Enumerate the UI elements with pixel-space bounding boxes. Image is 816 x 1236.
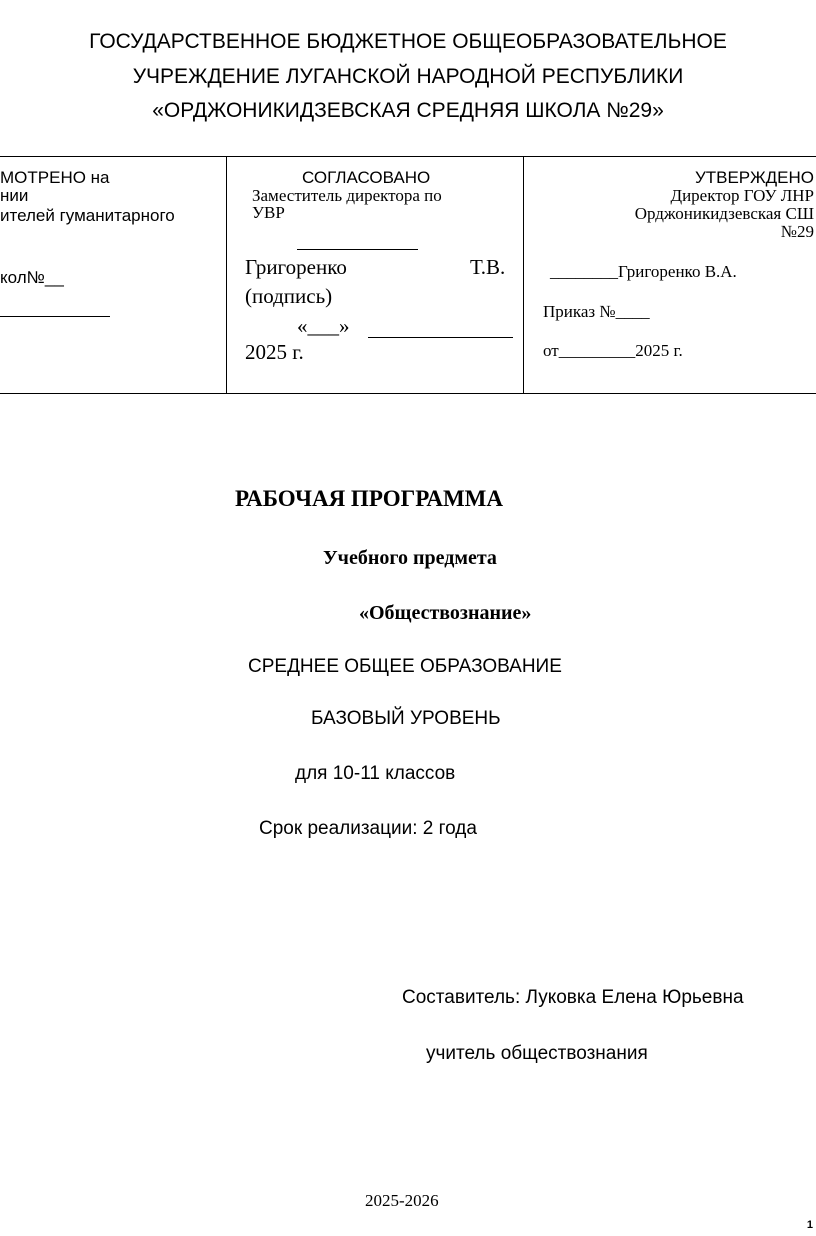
col3-title: УТВЕРЖДЕНО [694,168,814,187]
col3-order-date: от_________2025 г. [543,341,683,360]
table-top-border [0,156,816,157]
col1-line-1: МОТРЕНО на [0,168,110,187]
col2-name-initials: Т.В. [470,255,506,279]
col2-date-line [368,337,513,338]
compiler-position: учитель обществознания [426,1043,648,1064]
col1-signature-line [0,316,110,317]
col2-title: СОГЛАСОВАНО [302,168,431,187]
col2-signature-line [297,249,418,250]
col2-date-quote: «___» [297,314,350,338]
header-line-1: ГОСУДАРСТВЕННОЕ БЮДЖЕТНОЕ ОБЩЕОБРАЗОВАТЕЛЬНОЕ [89,30,727,53]
col3-director-name: ________Григоренко В.А. [550,262,737,281]
subject-label: Учебного предмета [323,547,497,569]
education-level: СРЕДНЕЕ ОБЩЕЕ ОБРАЗОВАНИЕ [248,656,562,677]
col3-role-line-2: Орджоникидзевская СШ [634,204,814,223]
col2-name-last: Григоренко [245,255,347,279]
header-line-2: УЧРЕЖДЕНИЕ ЛУГАНСКОЙ НАРОДНОЙ РЕСПУБЛИКИ [132,65,684,88]
col2-signature-caption: (подпись) [245,284,333,308]
col2-year: 2025 г. [245,340,304,364]
col1-line-2: нии [0,186,29,205]
col2-role-line-2: УВР [252,203,285,222]
col2-role-line-1: Заместитель директора по [252,186,442,205]
table-divider-2 [523,156,524,394]
col1-line-3: ителей гуманитарного [0,206,175,225]
grades: для 10-11 классов [295,763,456,784]
col1-protocol: кол№__ [0,268,64,287]
compiler: Составитель: Луковка Елена Юрьевна [402,987,744,1008]
program-title: РАБОЧАЯ ПРОГРАММА [235,486,504,511]
implementation-term: Срок реализации: 2 года [259,818,477,839]
study-level: БАЗОВЫЙ УРОВЕНЬ [311,708,501,729]
academic-years: 2025-2026 [365,1191,439,1210]
page-number: 1 [806,1219,813,1231]
col3-role-line-1: Директор ГОУ ЛНР [670,186,814,205]
table-divider-1 [226,156,227,394]
col3-role-line-3: №29 [780,222,814,241]
header-line-3: «ОРДЖОНИКИДЗЕВСКАЯ СРЕДНЯЯ ШКОЛА №29» [152,99,664,122]
col3-order-number: Приказ №____ [543,302,650,321]
subject-name: «Обществознание» [359,602,532,624]
table-bottom-border [0,393,816,394]
